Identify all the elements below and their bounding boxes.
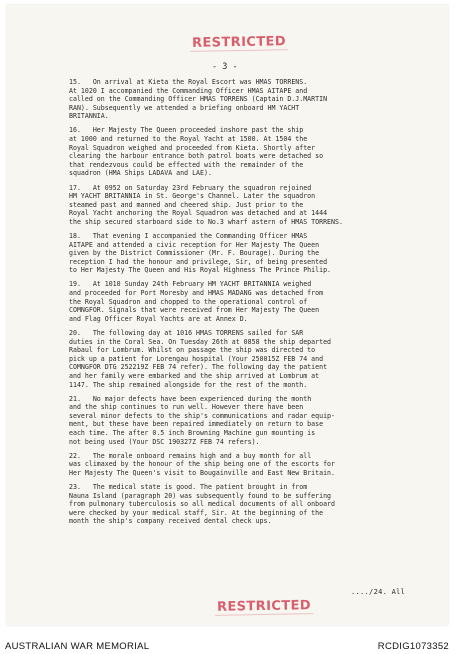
document-page xyxy=(7,5,448,625)
paragraph-line: at 1000 and returned to the Royal Yacht at 1500. At 1504 the xyxy=(69,135,308,144)
document-body xyxy=(69,78,429,531)
paragraph-line: were checked by your medical staff, Sir. At the beginning of the xyxy=(69,508,324,517)
paragraph-number: 20. xyxy=(69,328,81,337)
paragraph xyxy=(69,232,429,275)
archive-name: AUSTRALIAN WAR MEMORIAL xyxy=(5,641,150,652)
paragraph-line: Rabaul for Lombrum. Whilst on passage the ship was directed to xyxy=(69,346,316,355)
paragraph-line-text: Her Majesty The Queen proceeded inshore past the ship xyxy=(80,126,304,135)
paragraph-line: squadron (HMA Ships LADAVA and LAE). xyxy=(69,169,212,178)
paragraph-line: clearing the harbour entrance both patrol boats were detached so xyxy=(69,152,324,161)
paragraph xyxy=(69,280,429,323)
paragraph-line: duties in the Coral Sea. On Tuesday 26th at 0858 the ship departed xyxy=(69,337,332,346)
paragraph-first-line xyxy=(69,232,429,241)
paragraph-line: Royal Squadron weighed and proceeded from Kieta. Shortly after xyxy=(69,143,316,152)
paragraph-line: RAN). Subsequently we attended a briefing onboard HM YACHT xyxy=(69,103,300,112)
paragraph xyxy=(69,126,429,178)
paragraph-line: that rendezvous could be effected with the remainder of the xyxy=(69,160,304,169)
paragraph-first-line xyxy=(69,395,429,404)
paragraph-line-text: The morale onboard remains high and a buy month for all xyxy=(80,451,312,460)
restricted-stamp-top xyxy=(190,34,288,51)
paragraph-line: BRITANNIA. xyxy=(69,112,109,121)
restricted-stamp-bottom xyxy=(215,598,313,615)
restricted-stamp-top-text: RESTRICTED xyxy=(190,34,288,52)
paragraph-line: the ship secured starboard side to No.3 wharf astern of HMAS TORRENS. xyxy=(69,217,343,226)
paragraph xyxy=(69,329,429,389)
continuation-marker: ..../24. All xyxy=(351,588,406,596)
paragraph-line: the Royal Squadron and chopped to the operational control of xyxy=(69,297,308,306)
paragraph-line: At 1020 I accompanied the Commanding Officer HMAS AITAPE and xyxy=(69,86,308,95)
paragraph-line: and her family were embarked and the ship arrived at Lombrum at xyxy=(69,371,320,380)
paragraph-line: to Her Majesty The Queen and His Royal Highness The Prince Philip. xyxy=(69,266,332,275)
paragraph-number: 22. xyxy=(69,451,81,460)
paragraph-number: 17. xyxy=(69,183,81,192)
paragraph-number: 16. xyxy=(69,126,81,135)
paragraph xyxy=(69,184,429,227)
paragraph-first-line xyxy=(69,329,429,338)
archive-reference: RCDIG1073352 xyxy=(377,641,449,652)
paragraph-line: each time. The after 0.5 inch Browning Machine gun mounting is xyxy=(69,428,316,437)
paragraph-line: several minor defects to the ship's communications and radar equip- xyxy=(69,411,335,420)
paragraph-line: 1147. The ship remained alongside for the rest of the month. xyxy=(69,380,308,389)
paragraph-line-text: No major defects have been experienced during the month xyxy=(80,394,312,403)
paragraph-number: 21. xyxy=(69,394,81,403)
paragraph-line: and Flag Officer Royal Yachts are at Annex D. xyxy=(69,314,248,323)
paragraph-line: given by the District Commissioner (Mr. F. Bourage). During the xyxy=(69,249,320,258)
paragraph-line: COMNGFOR. Signals that were received from Her Majesty The Queen xyxy=(69,306,320,315)
paragraph-number: 19. xyxy=(69,280,81,289)
paragraph-number: 18. xyxy=(69,232,81,240)
paragraph-line: Her Majesty The Queen's visit to Bougainville and East New Britain. xyxy=(69,468,335,477)
paragraph-line: and proceeded for Port Moresby and HMAS MADANG was detached from xyxy=(69,289,324,298)
paragraph-line: ment, but these have been repaired immediately on return to base xyxy=(69,420,324,429)
paragraph-line: pick up a patient for Lorengau hospital (Your 250015Z FEB 74 and xyxy=(69,354,324,363)
paragraph-number: 15. xyxy=(69,78,81,86)
paragraph-line: Royal Yacht anchoring the Royal Squadron was detached and at 1444 xyxy=(69,209,328,218)
paragraph-line: called on the Commanding Officer HMAS TORRENS (Captain D.J.MARTIN xyxy=(69,95,328,104)
paragraph-line: COMNGFOR DTG 252219Z FEB 74 refer). The following day the patient xyxy=(69,363,328,372)
paragraph-line-text: At 1010 Sunday 24th February HM YACHT BRITANNIA weighed xyxy=(80,280,312,289)
paragraph-line: and the ship continues to run well. However there have been xyxy=(69,403,304,412)
archive-footer xyxy=(0,633,455,654)
page-number: - 3 - xyxy=(212,62,238,72)
paragraph-line-text: The medical state is good. The patient brought in from xyxy=(80,482,308,491)
paragraph-line-text: At 0952 on Saturday 23rd February the squadron rejoined xyxy=(80,183,312,192)
paragraph xyxy=(69,483,429,526)
paragraph-line: from pulmonary tuberculosis so all medical documents of all onboard xyxy=(69,500,335,509)
paragraph-line: not being used (Your DSC 190327Z FEB 74 refers). xyxy=(69,437,260,446)
paragraph-number: 23. xyxy=(69,482,81,491)
paragraph xyxy=(69,452,429,478)
restricted-stamp-bottom-text: RESTRICTED xyxy=(215,598,313,616)
paragraph-first-line xyxy=(69,280,429,289)
paragraph-line: was climaxed by the honour of the ship being one of the escorts for xyxy=(69,460,335,469)
paragraph-first-line xyxy=(69,452,429,461)
paragraph-line: Nauna Island (paragraph 20) was subsequently found to be suffering xyxy=(69,491,332,500)
paragraph-line: month the ship's company received dental check ups. xyxy=(69,517,272,526)
paragraph-line: AITAPE and attended a civic reception for Her Majesty The Queen xyxy=(69,240,320,249)
paragraph xyxy=(69,78,429,121)
paragraph-line: HM YACHT BRITANNIA in St. George's Channel. Later the squadron xyxy=(69,192,316,201)
paragraph-first-line xyxy=(69,126,429,135)
paragraph xyxy=(69,395,429,447)
paragraph-first-line xyxy=(69,483,429,492)
paragraph-line-text: That evening I accompanied the Commanding Officer HMAS xyxy=(80,232,308,240)
paragraph-first-line xyxy=(69,184,429,193)
paragraph-line-text: On arrival at Kieta the Royal Escort was HMAS TORRENS. xyxy=(80,78,308,86)
paragraph-line: steamed past and manned and cheered ship. Just prior to the xyxy=(69,200,304,209)
paragraph-first-line xyxy=(69,78,429,87)
paragraph-line: reception I had the honour and privilege, Sir, of being presented xyxy=(69,257,328,266)
paragraph-line-text: The following day at 1016 HMAS TORRENS sailed for SAR xyxy=(80,328,304,337)
